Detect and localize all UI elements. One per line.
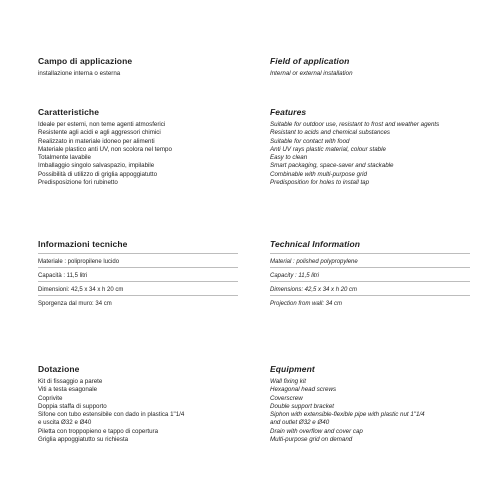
features-title-en: Features <box>270 107 307 117</box>
tech-section-en <box>270 239 470 309</box>
equipment-title-it: Dotazione <box>38 364 80 374</box>
feature-line-it: Imballaggio singolo salvaspazio, impilabile <box>38 162 155 170</box>
equipment-line-en: and outlet Ø32 e Ø40 <box>270 419 330 427</box>
tech-row-capacity-it: Capacità : 11,5 litri <box>38 268 238 282</box>
feature-line-en: Suitable for contact with food <box>270 137 350 145</box>
equipment-line-en: Double support bracket <box>270 402 334 410</box>
equipment-line-en: Drain with overflow and cover cap <box>270 427 363 435</box>
equipment-line-it: Doppia staffa di supporto <box>38 402 107 410</box>
scope-title-it: Campo di applicazione <box>38 56 133 66</box>
feature-line-en: Predisposition for holes to install tap <box>270 179 370 187</box>
feature-line-en: Easy to clean <box>270 154 308 162</box>
scope-section-en <box>270 56 353 78</box>
scope-section-it <box>38 56 132 78</box>
feature-line-it: Realizzato in materiale idoneo per alimenti <box>38 137 155 145</box>
feature-line-en: Anti UV rays plastic material, colour stable <box>270 145 386 153</box>
feature-line-it: Ideale per esterni, non teme agenti atmosferici <box>38 121 166 128</box>
equipment-line-it: Griglia appoggiatutto su richiesta <box>38 436 129 444</box>
equipment-line-en: Multi-purpose grid on demand <box>270 436 353 444</box>
scope-line-it: installazione interna o esterna <box>38 70 121 77</box>
feature-line-en: Suitable for outdoor use, resistant to frost and weather agents <box>270 121 440 128</box>
tech-title-en: Technical Information <box>270 239 361 249</box>
feature-line-it: Materiale plastico anti UV, non scolora nel tempo <box>38 145 172 153</box>
equipment-line-it: Viti a testa esagonale <box>38 386 98 394</box>
features-section-it <box>38 107 172 187</box>
tech-row-material-it: Materiale : polipropilene lucido <box>38 253 238 268</box>
equipment-line-it: Piletta con troppopieno e tappo di copertura <box>38 427 159 435</box>
equipment-section-en <box>270 364 425 444</box>
equipment-section-it <box>38 364 184 444</box>
feature-line-it: Resistente agli acidi e agli aggressori chimici <box>38 129 161 137</box>
features-section-en <box>270 107 439 187</box>
equipment-line-en: Wall fixing kit <box>270 378 306 385</box>
feature-line-it: Totalmente lavabile <box>38 154 91 162</box>
equipment-line-it: Coprivite <box>38 394 63 402</box>
equipment-line-en: Siphon with extensible-flexible pipe with plastic nut 1"1/4 <box>270 411 425 419</box>
equipment-title-en: Equipment <box>270 364 315 374</box>
equipment-line-it: Sifone con tubo estensibile con dado in plastica 1"1/4 <box>38 411 185 419</box>
equipment-line-en: Hexagonal head screws <box>270 386 337 394</box>
tech-row-capacity-en: Capacity : 11,5 litri <box>270 268 470 282</box>
tech-row-projection-en: Projection from wall: 34 cm <box>270 301 343 307</box>
scope-line-en: Internal or external installation <box>270 70 353 77</box>
feature-line-it: Predisposizione fori rubinetto <box>38 179 118 187</box>
tech-row-material-en: Material : polished polypropylene <box>270 253 470 268</box>
equipment-line-it: Kit di fissaggio a parete <box>38 378 103 385</box>
feature-line-en: Smart packaging, space-saver and stackable <box>270 162 394 170</box>
tech-row-dimensions-it: Dimensioni: 42,5 x 34 x h 20 cm <box>38 282 238 296</box>
scope-title-en: Field of application <box>270 56 350 66</box>
feature-line-en: Combinable with multi-purpose grid <box>270 170 367 178</box>
equipment-line-it: e uscita Ø32 e Ø40 <box>38 419 92 427</box>
tech-row-dimensions-en: Dimensions: 42,5 x 34 x h 20 cm <box>270 282 470 296</box>
feature-line-it: Possibilità di utilizzo di griglia appoggiatutto <box>38 170 158 178</box>
tech-title-it: Informazioni tecniche <box>38 239 128 249</box>
feature-line-en: Resistant to acids and chemical substances <box>270 129 391 137</box>
equipment-line-en: Coverscrew <box>270 394 303 402</box>
tech-section-it <box>38 239 238 309</box>
features-title-it: Caratteristiche <box>38 107 100 117</box>
tech-row-projection-it: Sporgenza dal muro: 34 cm <box>38 301 112 307</box>
